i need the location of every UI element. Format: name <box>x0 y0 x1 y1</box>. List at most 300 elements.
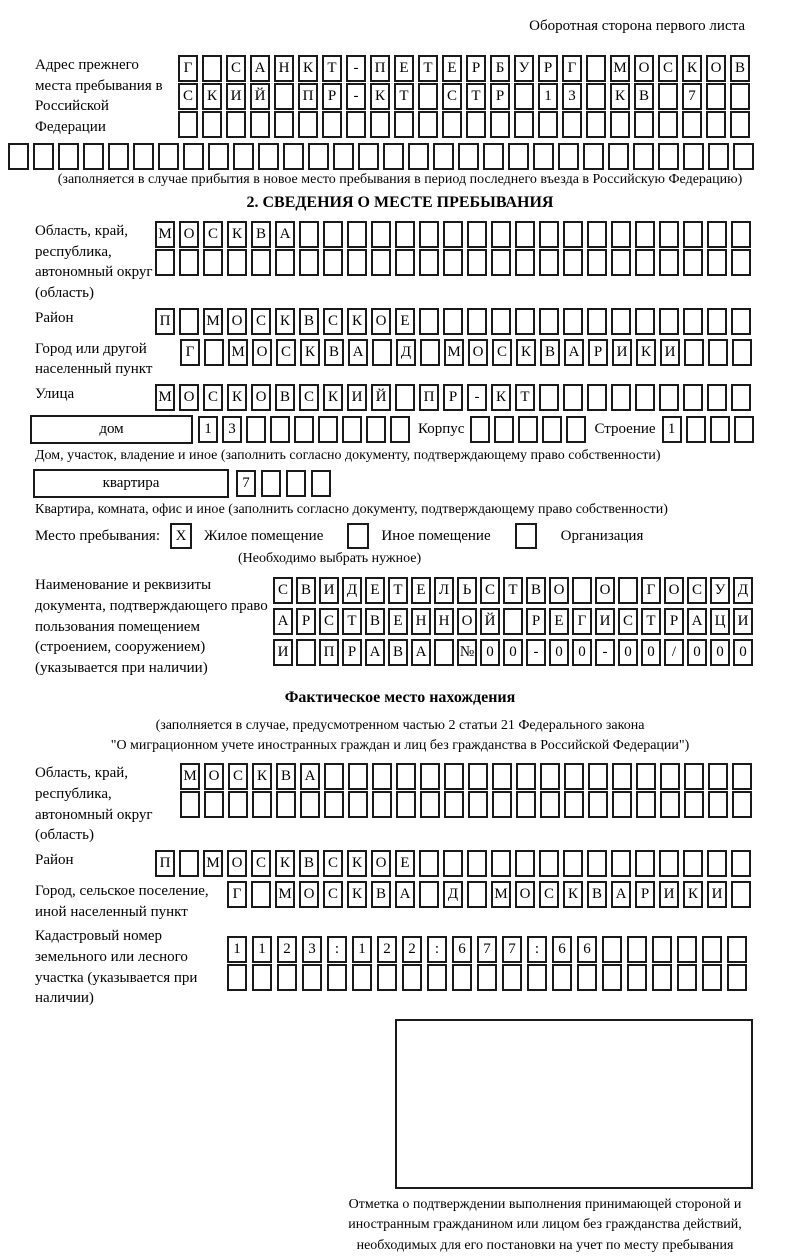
char-box[interactable] <box>527 964 547 991</box>
char-box[interactable]: Й <box>250 83 270 110</box>
char-box[interactable]: А <box>348 339 368 366</box>
char-box[interactable]: И <box>319 577 339 604</box>
char-box[interactable]: К <box>636 339 656 366</box>
char-box[interactable] <box>564 763 584 790</box>
char-box[interactable] <box>731 308 751 335</box>
char-box[interactable] <box>274 83 294 110</box>
char-box[interactable] <box>342 416 362 443</box>
char-box[interactable] <box>418 111 438 138</box>
char-box[interactable] <box>204 339 224 366</box>
char-box[interactable] <box>608 143 629 170</box>
char-box[interactable] <box>277 964 297 991</box>
char-box[interactable]: Т <box>388 577 408 604</box>
char-box[interactable] <box>443 221 463 248</box>
char-box[interactable]: М <box>203 850 223 877</box>
char-box[interactable]: М <box>203 308 223 335</box>
char-box[interactable] <box>347 221 367 248</box>
char-box[interactable]: 1 <box>252 936 272 963</box>
char-box[interactable] <box>408 143 429 170</box>
char-box[interactable]: Р <box>490 83 510 110</box>
char-box[interactable] <box>383 143 404 170</box>
char-box[interactable]: Е <box>388 608 408 635</box>
char-box[interactable] <box>348 763 368 790</box>
organization-checkbox[interactable] <box>515 523 537 549</box>
char-box[interactable] <box>564 791 584 818</box>
char-box[interactable] <box>660 763 680 790</box>
char-box[interactable] <box>204 791 224 818</box>
char-box[interactable]: 0 <box>710 639 730 666</box>
char-box[interactable]: Р <box>342 639 362 666</box>
char-box[interactable] <box>419 308 439 335</box>
char-box[interactable] <box>261 470 281 497</box>
char-box[interactable]: О <box>457 608 477 635</box>
char-box[interactable]: 6 <box>552 936 572 963</box>
char-box[interactable]: И <box>226 83 246 110</box>
char-box[interactable]: - <box>467 384 487 411</box>
char-box[interactable]: В <box>324 339 344 366</box>
char-box[interactable] <box>730 83 750 110</box>
char-box[interactable] <box>246 416 266 443</box>
char-box[interactable]: С <box>687 577 707 604</box>
char-box[interactable] <box>270 416 290 443</box>
char-box[interactable]: С <box>480 577 500 604</box>
apartment-type-field[interactable]: квартира <box>33 469 229 498</box>
char-box[interactable] <box>683 143 704 170</box>
char-box[interactable]: К <box>347 850 367 877</box>
char-box[interactable]: С <box>658 55 678 82</box>
char-box[interactable]: А <box>687 608 707 635</box>
char-box[interactable] <box>563 850 583 877</box>
char-box[interactable] <box>583 143 604 170</box>
char-box[interactable] <box>515 850 535 877</box>
char-box[interactable]: 1 <box>662 416 682 443</box>
char-box[interactable]: А <box>395 881 415 908</box>
char-box[interactable] <box>634 111 654 138</box>
char-box[interactable]: А <box>564 339 584 366</box>
char-box[interactable] <box>563 308 583 335</box>
char-box[interactable]: И <box>660 339 680 366</box>
char-box[interactable] <box>483 143 504 170</box>
char-box[interactable] <box>83 143 104 170</box>
char-box[interactable] <box>299 249 319 276</box>
char-box[interactable]: : <box>327 936 347 963</box>
char-box[interactable]: К <box>491 384 511 411</box>
char-box[interactable]: К <box>347 881 367 908</box>
char-box[interactable] <box>258 143 279 170</box>
char-box[interactable] <box>539 308 559 335</box>
char-box[interactable] <box>727 964 747 991</box>
char-box[interactable] <box>333 143 354 170</box>
char-box[interactable] <box>470 416 490 443</box>
char-box[interactable]: М <box>155 221 175 248</box>
char-box[interactable] <box>420 791 440 818</box>
char-box[interactable] <box>275 249 295 276</box>
char-box[interactable] <box>296 639 316 666</box>
char-box[interactable]: Н <box>411 608 431 635</box>
char-box[interactable] <box>618 577 638 604</box>
char-box[interactable] <box>396 763 416 790</box>
char-box[interactable]: С <box>203 384 223 411</box>
char-box[interactable] <box>539 850 559 877</box>
char-box[interactable] <box>539 249 559 276</box>
char-box[interactable] <box>586 55 606 82</box>
char-box[interactable]: К <box>275 850 295 877</box>
char-box[interactable]: Н <box>274 55 294 82</box>
char-box[interactable]: А <box>250 55 270 82</box>
char-box[interactable]: И <box>273 639 293 666</box>
char-box[interactable] <box>418 83 438 110</box>
char-box[interactable]: О <box>204 763 224 790</box>
char-box[interactable] <box>443 249 463 276</box>
char-box[interactable] <box>659 850 679 877</box>
char-box[interactable] <box>491 221 511 248</box>
char-box[interactable] <box>492 763 512 790</box>
char-box[interactable]: 0 <box>503 639 523 666</box>
char-box[interactable] <box>732 791 752 818</box>
char-box[interactable] <box>396 791 416 818</box>
char-box[interactable] <box>563 384 583 411</box>
char-box[interactable] <box>660 791 680 818</box>
char-box[interactable]: Ь <box>457 577 477 604</box>
char-box[interactable] <box>377 964 397 991</box>
char-box[interactable]: И <box>659 881 679 908</box>
char-box[interactable]: Н <box>434 608 454 635</box>
char-box[interactable] <box>611 308 631 335</box>
char-box[interactable] <box>542 416 562 443</box>
char-box[interactable]: 0 <box>618 639 638 666</box>
char-box[interactable] <box>533 143 554 170</box>
char-box[interactable]: О <box>549 577 569 604</box>
char-box[interactable] <box>372 339 392 366</box>
char-box[interactable]: А <box>611 881 631 908</box>
char-box[interactable] <box>652 936 672 963</box>
char-box[interactable] <box>419 850 439 877</box>
char-box[interactable]: Д <box>733 577 753 604</box>
char-box[interactable] <box>636 791 656 818</box>
char-box[interactable] <box>467 221 487 248</box>
confirmation-stamp-box[interactable] <box>395 1019 753 1189</box>
char-box[interactable] <box>602 936 622 963</box>
char-box[interactable] <box>274 111 294 138</box>
char-box[interactable] <box>251 881 271 908</box>
char-box[interactable]: О <box>227 308 247 335</box>
char-box[interactable] <box>683 384 703 411</box>
char-box[interactable]: П <box>419 384 439 411</box>
char-box[interactable] <box>707 384 727 411</box>
char-box[interactable] <box>452 964 472 991</box>
char-box[interactable]: Й <box>480 608 500 635</box>
char-box[interactable]: О <box>179 221 199 248</box>
char-box[interactable]: С <box>299 384 319 411</box>
char-box[interactable]: В <box>276 763 296 790</box>
char-box[interactable] <box>302 964 322 991</box>
char-box[interactable] <box>731 881 751 908</box>
char-box[interactable] <box>490 111 510 138</box>
char-box[interactable]: 0 <box>641 639 661 666</box>
char-box[interactable] <box>538 111 558 138</box>
char-box[interactable]: В <box>296 577 316 604</box>
char-box[interactable]: : <box>427 936 447 963</box>
char-box[interactable]: Т <box>418 55 438 82</box>
char-box[interactable]: Е <box>549 608 569 635</box>
char-box[interactable]: В <box>587 881 607 908</box>
char-box[interactable]: Г <box>227 881 247 908</box>
char-box[interactable]: С <box>323 850 343 877</box>
char-box[interactable] <box>612 791 632 818</box>
char-box[interactable] <box>539 221 559 248</box>
char-box[interactable]: В <box>371 881 391 908</box>
char-box[interactable]: Р <box>526 608 546 635</box>
char-box[interactable] <box>611 384 631 411</box>
char-box[interactable] <box>420 339 440 366</box>
char-box[interactable] <box>372 791 392 818</box>
char-box[interactable]: С <box>251 308 271 335</box>
char-box[interactable] <box>390 416 410 443</box>
char-box[interactable]: В <box>299 850 319 877</box>
char-box[interactable]: 7 <box>502 936 522 963</box>
char-box[interactable] <box>442 111 462 138</box>
char-box[interactable] <box>492 791 512 818</box>
char-box[interactable] <box>394 111 414 138</box>
char-box[interactable]: В <box>388 639 408 666</box>
char-box[interactable]: П <box>319 639 339 666</box>
char-box[interactable] <box>178 111 198 138</box>
char-box[interactable]: Е <box>394 55 414 82</box>
char-box[interactable] <box>352 964 372 991</box>
char-box[interactable]: С <box>323 881 343 908</box>
char-box[interactable]: А <box>300 763 320 790</box>
char-box[interactable]: 0 <box>733 639 753 666</box>
char-box[interactable]: К <box>610 83 630 110</box>
char-box[interactable] <box>252 791 272 818</box>
char-box[interactable]: П <box>298 83 318 110</box>
char-box[interactable]: Г <box>641 577 661 604</box>
char-box[interactable]: Т <box>466 83 486 110</box>
char-box[interactable]: 7 <box>236 470 256 497</box>
char-box[interactable] <box>710 416 730 443</box>
char-box[interactable] <box>633 143 654 170</box>
char-box[interactable] <box>707 249 727 276</box>
char-box[interactable]: Т <box>322 55 342 82</box>
char-box[interactable]: М <box>180 763 200 790</box>
char-box[interactable] <box>730 111 750 138</box>
char-box[interactable]: Б <box>490 55 510 82</box>
char-box[interactable] <box>434 639 454 666</box>
char-box[interactable]: Т <box>515 384 535 411</box>
char-box[interactable] <box>636 763 656 790</box>
char-box[interactable] <box>635 221 655 248</box>
char-box[interactable]: И <box>595 608 615 635</box>
char-box[interactable] <box>33 143 54 170</box>
char-box[interactable] <box>677 964 697 991</box>
char-box[interactable]: Г <box>572 608 592 635</box>
char-box[interactable] <box>252 964 272 991</box>
char-box[interactable] <box>419 881 439 908</box>
char-box[interactable] <box>611 850 631 877</box>
char-box[interactable]: С <box>323 308 343 335</box>
char-box[interactable]: Р <box>588 339 608 366</box>
char-box[interactable] <box>158 143 179 170</box>
char-box[interactable] <box>503 608 523 635</box>
char-box[interactable]: Г <box>180 339 200 366</box>
char-box[interactable] <box>443 308 463 335</box>
char-box[interactable] <box>734 416 754 443</box>
char-box[interactable] <box>180 791 200 818</box>
char-box[interactable] <box>58 143 79 170</box>
char-box[interactable] <box>708 763 728 790</box>
char-box[interactable]: Р <box>443 384 463 411</box>
char-box[interactable] <box>518 416 538 443</box>
char-box[interactable] <box>602 964 622 991</box>
char-box[interactable]: Г <box>562 55 582 82</box>
char-box[interactable] <box>611 221 631 248</box>
char-box[interactable]: М <box>610 55 630 82</box>
char-box[interactable] <box>588 791 608 818</box>
char-box[interactable] <box>402 964 422 991</box>
char-box[interactable]: М <box>491 881 511 908</box>
char-box[interactable]: С <box>251 850 271 877</box>
char-box[interactable]: Й <box>371 384 391 411</box>
char-box[interactable] <box>659 308 679 335</box>
char-box[interactable]: - <box>346 55 366 82</box>
char-box[interactable] <box>586 83 606 110</box>
char-box[interactable]: П <box>155 308 175 335</box>
char-box[interactable]: - <box>595 639 615 666</box>
char-box[interactable]: Т <box>503 577 523 604</box>
char-box[interactable] <box>347 249 367 276</box>
char-box[interactable]: Л <box>434 577 454 604</box>
char-box[interactable] <box>659 384 679 411</box>
char-box[interactable] <box>444 763 464 790</box>
char-box[interactable] <box>395 384 415 411</box>
char-box[interactable]: О <box>634 55 654 82</box>
char-box[interactable] <box>323 249 343 276</box>
char-box[interactable]: Г <box>178 55 198 82</box>
char-box[interactable]: К <box>323 384 343 411</box>
char-box[interactable] <box>540 791 560 818</box>
char-box[interactable] <box>627 964 647 991</box>
char-box[interactable]: В <box>365 608 385 635</box>
char-box[interactable] <box>108 143 129 170</box>
char-box[interactable] <box>324 791 344 818</box>
char-box[interactable] <box>233 143 254 170</box>
char-box[interactable] <box>491 850 511 877</box>
char-box[interactable] <box>684 339 704 366</box>
char-box[interactable]: № <box>457 639 477 666</box>
char-box[interactable] <box>370 111 390 138</box>
char-box[interactable] <box>427 964 447 991</box>
char-box[interactable]: С <box>492 339 512 366</box>
char-box[interactable]: О <box>664 577 684 604</box>
char-box[interactable] <box>635 249 655 276</box>
char-box[interactable] <box>494 416 514 443</box>
char-box[interactable]: 2 <box>277 936 297 963</box>
char-box[interactable]: 0 <box>480 639 500 666</box>
char-box[interactable]: К <box>683 881 703 908</box>
char-box[interactable]: В <box>540 339 560 366</box>
char-box[interactable]: М <box>155 384 175 411</box>
char-box[interactable]: К <box>202 83 222 110</box>
char-box[interactable] <box>652 964 672 991</box>
char-box[interactable] <box>299 221 319 248</box>
char-box[interactable] <box>202 111 222 138</box>
char-box[interactable] <box>491 249 511 276</box>
char-box[interactable] <box>419 221 439 248</box>
char-box[interactable]: И <box>347 384 367 411</box>
char-box[interactable] <box>227 964 247 991</box>
char-box[interactable] <box>358 143 379 170</box>
char-box[interactable] <box>563 249 583 276</box>
char-box[interactable]: 2 <box>377 936 397 963</box>
char-box[interactable] <box>611 249 631 276</box>
char-box[interactable]: О <box>595 577 615 604</box>
char-box[interactable] <box>308 143 329 170</box>
char-box[interactable]: Т <box>342 608 362 635</box>
char-box[interactable] <box>327 964 347 991</box>
char-box[interactable]: О <box>227 850 247 877</box>
char-box[interactable] <box>731 850 751 877</box>
char-box[interactable] <box>433 143 454 170</box>
char-box[interactable]: Е <box>442 55 462 82</box>
char-box[interactable]: П <box>155 850 175 877</box>
char-box[interactable]: Т <box>394 83 414 110</box>
char-box[interactable] <box>179 850 199 877</box>
char-box[interactable]: М <box>444 339 464 366</box>
char-box[interactable]: О <box>299 881 319 908</box>
char-box[interactable] <box>226 111 246 138</box>
char-box[interactable] <box>686 416 706 443</box>
char-box[interactable] <box>516 763 536 790</box>
char-box[interactable] <box>227 249 247 276</box>
char-box[interactable]: К <box>516 339 536 366</box>
char-box[interactable]: К <box>563 881 583 908</box>
char-box[interactable] <box>732 339 752 366</box>
char-box[interactable] <box>706 111 726 138</box>
char-box[interactable] <box>558 143 579 170</box>
char-box[interactable]: Р <box>322 83 342 110</box>
char-box[interactable] <box>300 791 320 818</box>
char-box[interactable] <box>251 249 271 276</box>
char-box[interactable] <box>294 416 314 443</box>
char-box[interactable] <box>588 763 608 790</box>
char-box[interactable] <box>683 308 703 335</box>
char-box[interactable] <box>516 791 536 818</box>
char-box[interactable] <box>563 221 583 248</box>
char-box[interactable]: 6 <box>452 936 472 963</box>
char-box[interactable]: 3 <box>562 83 582 110</box>
char-box[interactable]: В <box>526 577 546 604</box>
char-box[interactable] <box>515 221 535 248</box>
char-box[interactable]: С <box>203 221 223 248</box>
char-box[interactable] <box>684 791 704 818</box>
char-box[interactable] <box>467 850 487 877</box>
char-box[interactable]: К <box>252 763 272 790</box>
char-box[interactable] <box>250 111 270 138</box>
char-box[interactable]: Е <box>395 308 415 335</box>
char-box[interactable]: 1 <box>538 83 558 110</box>
char-box[interactable] <box>708 791 728 818</box>
char-box[interactable]: С <box>618 608 638 635</box>
char-box[interactable] <box>324 763 344 790</box>
char-box[interactable] <box>228 791 248 818</box>
char-box[interactable] <box>515 308 535 335</box>
char-box[interactable]: О <box>515 881 535 908</box>
char-box[interactable] <box>155 249 175 276</box>
char-box[interactable] <box>684 763 704 790</box>
char-box[interactable]: Д <box>443 881 463 908</box>
char-box[interactable]: О <box>371 850 391 877</box>
char-box[interactable] <box>572 577 592 604</box>
